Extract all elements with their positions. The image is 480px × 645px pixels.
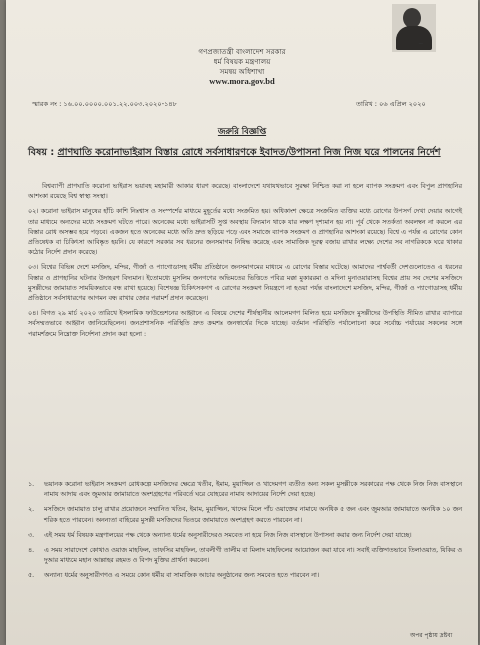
notice-title: জরুরি বিজ্ঞপ্তি (217, 126, 267, 136)
page-turn-note: অপর পৃষ্ঠায় দ্রষ্টব্য (410, 632, 453, 639)
subject-label: বিষয় : (28, 147, 55, 158)
directive-list (28, 480, 462, 587)
directive-text: এই সময় ধর্ম বিষয়ক মন্ত্রণালয়ের পক্ষ থেকে অন্যান্য ধর্মের অনুসারীদেরও সমবেত না হয়ে নিজ নিজ বাসস্থানে উপাসনা করার জন্য নির্দেশ দেয়া যাচ্ছে। (44, 531, 412, 539)
subject-line (28, 146, 462, 160)
directive-number: ১. (28, 481, 35, 488)
notice-document (6, 0, 478, 645)
directive-number: ৪. (28, 547, 35, 555)
portrait-signature: ~ (418, 40, 424, 48)
subject-text: প্রাণঘাতি করোনাভাইরাস বিস্তার রোধে সর্বসাধারণকে ইবাদত/উপাসনা নিজ নিজ ঘরে পালনের নির্দেশ (57, 147, 441, 158)
directive-number: ৩. (28, 531, 35, 539)
paragraph-4: ০৪। বিগত ২৯ মার্চ ২০২০ তারিখে ইসলামিক ফাউন্ডেশনের আহ্বানে এ বিষয়ে দেশের শীর্ষস্থানীয় আলেমগণ মিলিত হয়ে মসজিদে মুসল্লীদের উপস্থিতি সীমিত রাখার ব্যাপারে সর্বসম্মতভাবে আহ্বান জানিয়েছিলেন। জনপ্রশাসনিক পরিস্থিতি দ্রুত ক্রমশঃ জনস্বার্থের দিকে যাচ্ছে। বর্তমান পরিস্থিতি পর্যালোচনা করে সর্বোচ্চ পর্যায়ের সকলের সঙ্গে পরামর্শক্রমে নিম্নোক্ত নির্দেশনা প্রদান করা হলো : (28, 310, 462, 338)
govt-name: গণপ্রজাতন্ত্রী বাংলাদেশ সরকার (198, 47, 286, 56)
memo-number: স্মারক নং : ১৬.০০.০০০০.০০১.২২.০০৩.২০২০-১৪৮ (32, 100, 177, 108)
directive-item (28, 480, 462, 500)
website-link[interactable]: www.mora.gov.bd (209, 76, 275, 86)
directive-text: অন্যান্য ধর্মের অনুসারীগণও এ সময়ে কোন ধর্মীয় বা সামাজিক আচার অনুষ্ঠানের জন্য সমবেত হতে পারবেন না। (44, 572, 320, 580)
section-name: সমন্বয় অধিশাখা (219, 67, 265, 76)
directive-item (28, 531, 462, 541)
ministry-name: ধর্ম বিষয়ক মন্ত্রণালয় (213, 57, 271, 66)
portrait-head (403, 8, 421, 28)
paragraph-3: ০৩। বিশ্বের বিভিন্ন দেশে মসজিদ, মন্দির, গীর্জা ও প্যাগোডাসহ ধর্মীয় প্রতিষ্ঠানে জনসমাগমের মাধ্যমে এ রোগের বিস্তার ঘটেছে। আমাদের পার্শ্ববর্তী দেশগুলোতেও এ ধরনের বিস্তার ও প্রাণহানির ঘটনার উদাহরণ বিদ্যমান। ইতোমধ্যে মুসলিম জনগণের অভিমতের ভিত্তিতে পবিত্র মক্কা মুকাররমা ও মদিনা মুনাওয়ারাসহ বিশ্বের প্রায় সব দেশের মসজিদে মুসল্লীদের জামায়াত সাময়িকভাবে বন্ধ রাখা হয়েছে। বিশেষজ্ঞ চিকিৎসকগণ এ রোগের সংক্রমণ নিয়ন্ত্রণে না হওয়া পর্যন্ত বাংলাদেশে মসজিদ, মন্দির, গীর্জা ও প্যাগোডাসহ ধর্মীয় প্রতিষ্ঠানে সর্বসাধারণের আগমন বন্ধ রাখার জোর পরামর্শ প্রদান করেছেন। (28, 264, 462, 303)
directive-text: এ সময় সারাদেশে কোথাও ওয়াজ মাহফিল, তাফসির মাহফিল, তাবলীগী তালীম বা মিলাদ মাহফিলের আয়োজন করা যাবে না। সবাই ব্যক্তিগতভাবে তিলাওয়াত, যিকির ও দুআর মাধ্যমে মহান আল্লাহর রহমত ও বিপদ মুক্তির প্রার্থনা করবেন। (44, 547, 462, 565)
directive-number: ২. (28, 506, 35, 514)
memo-date: তারিখ : ০৬ এপ্রিল ২০২০ (356, 100, 426, 108)
directive-item (28, 505, 462, 525)
body-paragraphs (28, 182, 462, 345)
paragraph-2: ০২। করোনা ভাইরাস মানুষের হাঁচি কাশি নিঃশ্বাস ও সংস্পর্শের মাধ্যমে মুহূর্তের মধ্যে সংক্রমিত হয়। অধিকাংশ ক্ষেত্রে সংক্রমিত ব্যক্তির মধ্যে রোগের উপসর্গ দেখা দেয়ার আগেই তার মাধ্যমে অন্যদের মধ্যে সংক্রমণ ঘটতে পারে। অনেকের মধ্যে ভাইরাসটি সুপ্ত অবস্থায় বিদ্যমান থাকে যার লক্ষণ দৃশ্যমান হয় না। পূর্ব থেকে সতর্কতা অবলম্বন না করলে এর বিস্তার রোধ অসম্ভব হয়ে পড়বে। একজন হতে অনেকের মধ্যে অতি দ্রুত ছড়িয়ে পড়ে এবং সমাজে ব্যাপক সংক্রমণ ও প্রাণহানির আশংকা রয়েছে। বিশ্বে এ পর্যন্ত এ রোগের কোন প্রতিষেধক বা চিকিৎসা আবিষ্কৃত হয়নি। যে কারণে সরকার সব ধরনের জনসমাগম নিষিদ্ধ করেছে এবং সামাজিক দূরত্ব বজায় রাখার লক্ষ্যে দেশের সব নাগরিককে ঘরে থাকার কঠোর নির্দেশ প্রদান করেছে। (28, 208, 462, 257)
directive-item (28, 571, 462, 581)
paragraph-1: বিশ্বব্যাপী প্রাণঘাতি করোনা ভাইরাস ভয়াবহ মহামারী আকার ধারণ করেছে। বাংলাদেশে যথাযথভাবে সুরক্ষা নিশ্চিত করা না হলে ব্যাপক সংক্রমণ এবং বিপুল প্রাণহানির আশংকা রয়েছে বিশ্ব স্বাস্থ্য সংস্থা। (28, 183, 462, 201)
directive-text: ভয়ানক করোনা ভাইরাস সংক্রমণ রোধকল্পে মসজিদের ক্ষেত্রে খতীব, ইমাম, মুয়াজ্জিন ও খাদেমগণ ব্যতীত অন্য সকল মুসল্লীকে সরকারের পক্ষ থেকে নিজ নিজ বাসস্থানে নামায আদায় এবং জুমআর জামায়াতে অংশগ্রহণের পরিবর্তে ঘরে যোহরের নামায আদায়ের নির্দেশ দেয়া হচ্ছে। (44, 481, 462, 499)
directive-text: মসজিদে জামায়াত চালু রাখার প্রয়োজনে সম্মানিত খতিব, ইমাম, মুয়াজ্জিন, খাদেম মিলে পাঁচ ওয়াক্তের নামাযে অনধিক ৫ জন এবং জুমআর জামায়াতে অনধিক ১০ জন শরিক হতে পারবেন। অনন্যতা বাহিরের মুসল্লী মসজিদের ভিতরে জামায়াতে অংশগ্রহণ করতে পারবেন না। (44, 506, 462, 524)
directive-item (28, 546, 462, 566)
directive-number: ৫. (28, 572, 35, 580)
